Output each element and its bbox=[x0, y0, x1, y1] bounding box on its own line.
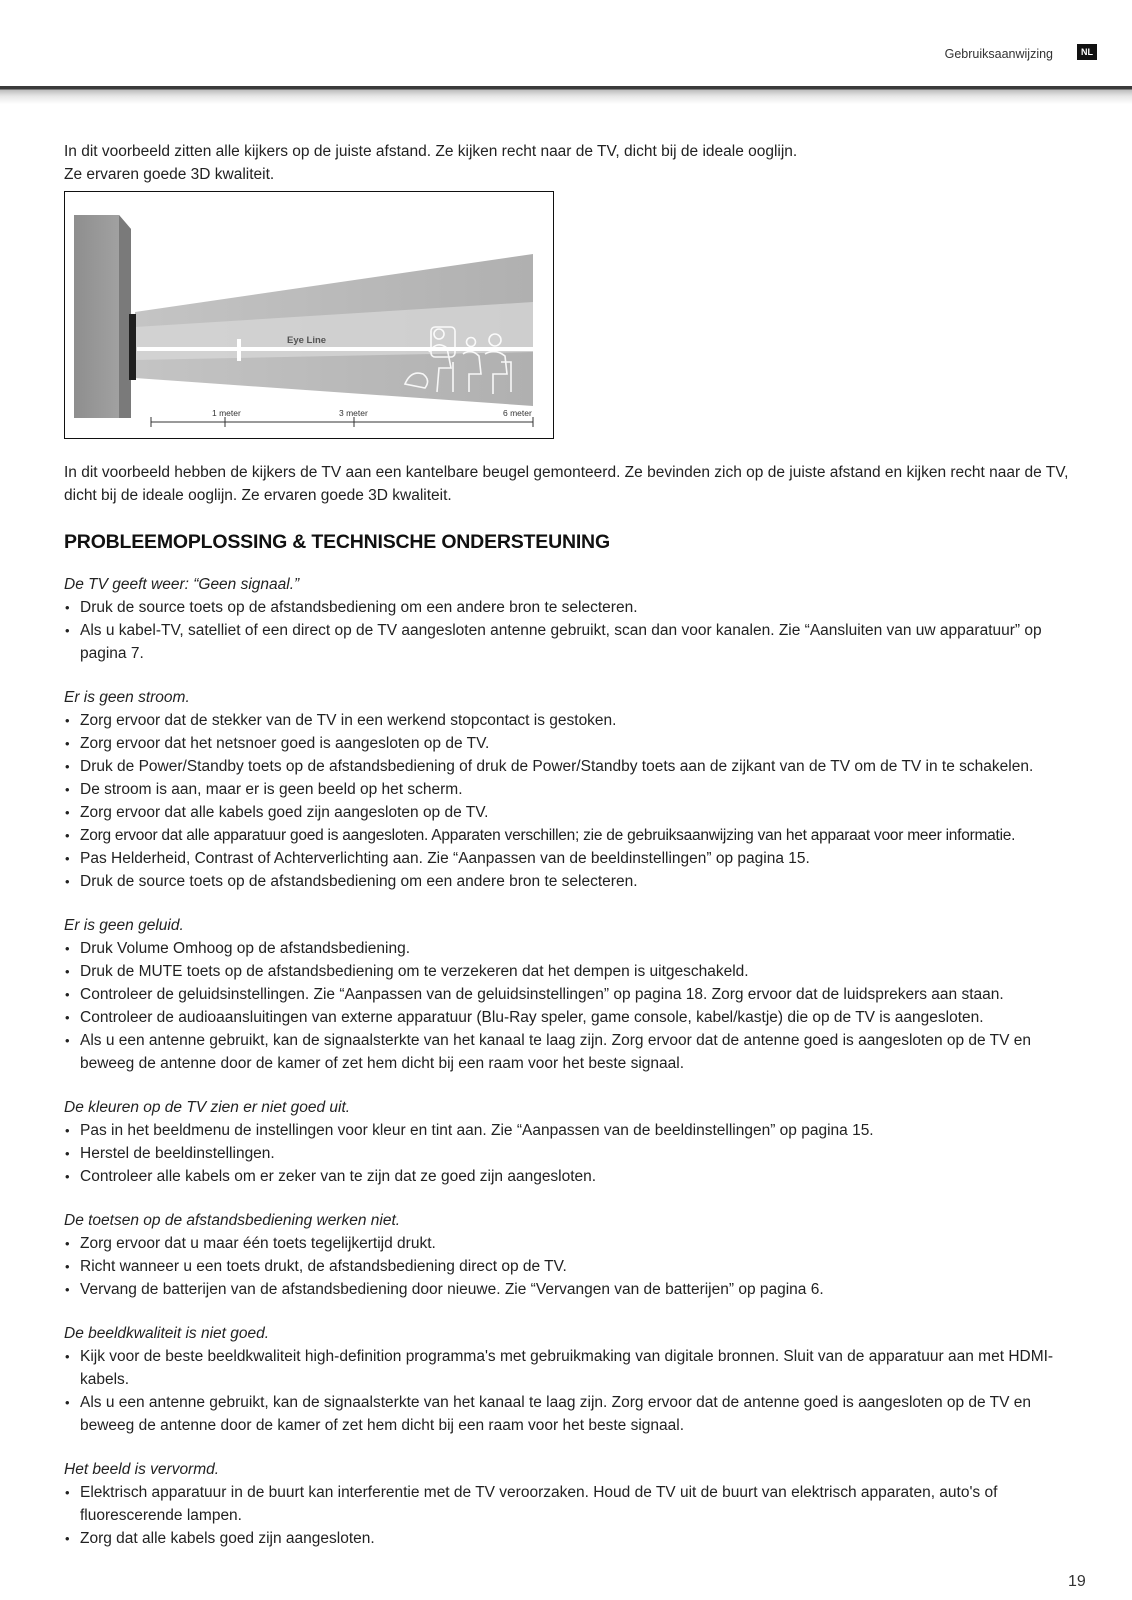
language-badge: NL bbox=[1077, 44, 1097, 60]
viewing-distance-illustration bbox=[65, 192, 553, 438]
solution-item: • Zorg ervoor dat alle apparatuur goed is aangesloten. Apparaten verschillen; zie de gebruiksaanwijzing van het apparaat voor meer informatie. bbox=[64, 824, 1074, 847]
solution-item: • Pas in het beeldmenu de instellingen voor kleur en tint aan. Zie “Aanpassen van de beeldinstellingen” op pagina 15. bbox=[64, 1119, 1074, 1142]
page-number: 19 bbox=[1068, 1573, 1086, 1590]
troubleshooting-list bbox=[64, 573, 1074, 1550]
solution-item: • Elektrisch apparatuur in de buurt kan interferentie met de TV veroorzaken. Houd de TV uit de buurt van elektrisch apparaten, auto's of fluorescerende lampen. bbox=[64, 1481, 1074, 1527]
solution-item: • De stroom is aan, maar er is geen beeld op het scherm. bbox=[64, 778, 1074, 801]
solution-item: • Zorg ervoor dat alle kabels goed zijn aangesloten op de TV. bbox=[64, 801, 1074, 824]
solution-list bbox=[64, 937, 1074, 1075]
intro-text bbox=[64, 140, 1074, 186]
problem-title: De beeldkwaliteit is niet goed. bbox=[64, 1325, 270, 1342]
solution-item: • Zorg ervoor dat u maar één toets tegelijkertijd drukt. bbox=[64, 1232, 1074, 1255]
problem-title: Er is geen geluid. bbox=[64, 917, 184, 934]
solution-item: • Druk de MUTE toets op de afstandsbediening om te verzekeren dat het dempen is uitgeschakeld. bbox=[64, 960, 1074, 983]
solution-item: • Druk de source toets op de afstandsbediening om een andere bron te selecteren. bbox=[64, 870, 1074, 893]
solution-item: • Zorg ervoor dat de stekker van de TV in een werkend stopcontact is gestoken. bbox=[64, 709, 1074, 732]
problem-no-power bbox=[64, 686, 1074, 893]
solution-item: • Zorg dat alle kabels goed zijn aangesloten. bbox=[64, 1527, 1074, 1550]
problem-title: De TV geeft weer: “Geen signaal.” bbox=[64, 576, 300, 593]
problem-no-signal bbox=[64, 573, 1074, 665]
solution-item: • Druk de source toets op de afstandsbediening om een andere bron te selecteren. bbox=[64, 596, 1074, 619]
problem-title: Het beeld is vervormd. bbox=[64, 1461, 220, 1478]
solution-item: • Herstel de beeldinstellingen. bbox=[64, 1142, 1074, 1165]
solution-list bbox=[64, 709, 1074, 893]
problem-picture-quality bbox=[64, 1322, 1074, 1437]
solution-item: • Zorg ervoor dat het netsnoer goed is aangesloten op de TV. bbox=[64, 732, 1074, 755]
solution-item: • Controleer de audioaansluitingen van externe apparatuur (Blu-Ray speler, game console, kabel/kastje) die op de TV is aangesloten. bbox=[64, 1006, 1074, 1029]
header-title: Gebruiksaanwijzing bbox=[944, 47, 1053, 61]
page-content bbox=[64, 140, 1074, 1571]
intro-line-2: Ze ervaren goede 3D kwaliteit. bbox=[64, 166, 275, 183]
solution-list bbox=[64, 1345, 1074, 1437]
solution-list bbox=[64, 1481, 1074, 1550]
intro-line-1: In dit voorbeeld zitten alle kijkers op de juiste afstand. Ze kijken recht naar de TV, dicht bij de ideale ooglijn. bbox=[64, 143, 798, 160]
solution-list bbox=[64, 1119, 1074, 1188]
problem-title: De toetsen op de afstandsbediening werken niet. bbox=[64, 1212, 401, 1229]
eye-line-marker bbox=[237, 339, 241, 361]
solution-list bbox=[64, 596, 1074, 665]
eye-line-label: Eye Line bbox=[287, 335, 327, 346]
solution-item: • Druk de Power/Standby toets op de afstandsbediening of druk de Power/Standby toets aan de zijkant van de TV om de TV in te schakelen. bbox=[64, 755, 1074, 778]
scale-label-3m: 3 meter bbox=[339, 408, 368, 418]
scale-label-1m: 1 meter bbox=[212, 408, 241, 418]
problem-distorted-picture bbox=[64, 1458, 1074, 1550]
header-rule bbox=[0, 86, 1132, 104]
solution-item: • Als u een antenne gebruikt, kan de signaalsterkte van het kanaal te laag zijn. Zorg ervoor dat de antenne goed is aangesloten op de TV en beweeg de antenne door de kamer of zet hem dicht bij een raam voor het beste signaal. bbox=[64, 1391, 1074, 1437]
problem-colors bbox=[64, 1096, 1074, 1188]
section-title: PROBLEEMOPLOSSING & TECHNISCHE ONDERSTEUNING bbox=[64, 531, 610, 553]
solution-item: • Druk Volume Omhoog op de afstandsbediening. bbox=[64, 937, 1074, 960]
figure-caption-text: In dit voorbeeld hebben de kijkers de TV aan een kantelbare beugel gemonteerd. Ze bevinden zich op de juiste afstand en kijken recht naar de TV, dicht bij de ideale ooglijn. Ze ervaren goede 3D kwaliteit. bbox=[64, 464, 1069, 504]
solution-item: • Als u kabel-TV, satelliet of een direct op de TV aangesloten antenne gebruikt, scan dan voor kanalen. Zie “Aansluiten van uw apparatuur” op pagina 7. bbox=[64, 619, 1074, 665]
problem-title: Er is geen stroom. bbox=[64, 689, 190, 706]
problem-no-sound bbox=[64, 914, 1074, 1075]
solution-item: • Vervang de batterijen van de afstandsbediening door nieuwe. Zie “Vervangen van de batterijen” op pagina 6. bbox=[64, 1278, 1074, 1301]
solution-item: • Als u een antenne gebruikt, kan de signaalsterkte van het kanaal te laag zijn. Zorg ervoor dat de antenne goed is aangesloten op de TV en beweeg de antenne door de kamer of zet hem dicht bij een raam voor het beste signaal. bbox=[64, 1029, 1074, 1075]
solution-item: • Kijk voor de beste beeldkwaliteit high-definition programma's met gebruikmaking van digitale bronnen. Sluit van de apparatuur aan met HDMI-kabels. bbox=[64, 1345, 1074, 1391]
solution-item: • Richt wanneer u een toets drukt, de afstandsbediening direct op de TV. bbox=[64, 1255, 1074, 1278]
solution-item: • Pas Helderheid, Contrast of Achterverlichting aan. Zie “Aanpassen van de beeldinstellingen” op pagina 15. bbox=[64, 847, 1074, 870]
solution-item: • Controleer de geluidsinstellingen. Zie “Aanpassen van de geluidsinstellingen” op pagina 18. Zorg ervoor dat de luidsprekers aan staan. bbox=[64, 983, 1074, 1006]
viewing-distance-figure bbox=[64, 191, 554, 439]
solution-item: • Controleer alle kabels om er zeker van te zijn dat ze goed zijn aangesloten. bbox=[64, 1165, 1074, 1188]
scale-label-6m: 6 meter bbox=[503, 408, 532, 418]
tv-shape bbox=[129, 314, 136, 380]
problem-title: De kleuren op de TV zien er niet goed uit. bbox=[64, 1099, 351, 1116]
problem-remote bbox=[64, 1209, 1074, 1301]
solution-list bbox=[64, 1232, 1074, 1301]
